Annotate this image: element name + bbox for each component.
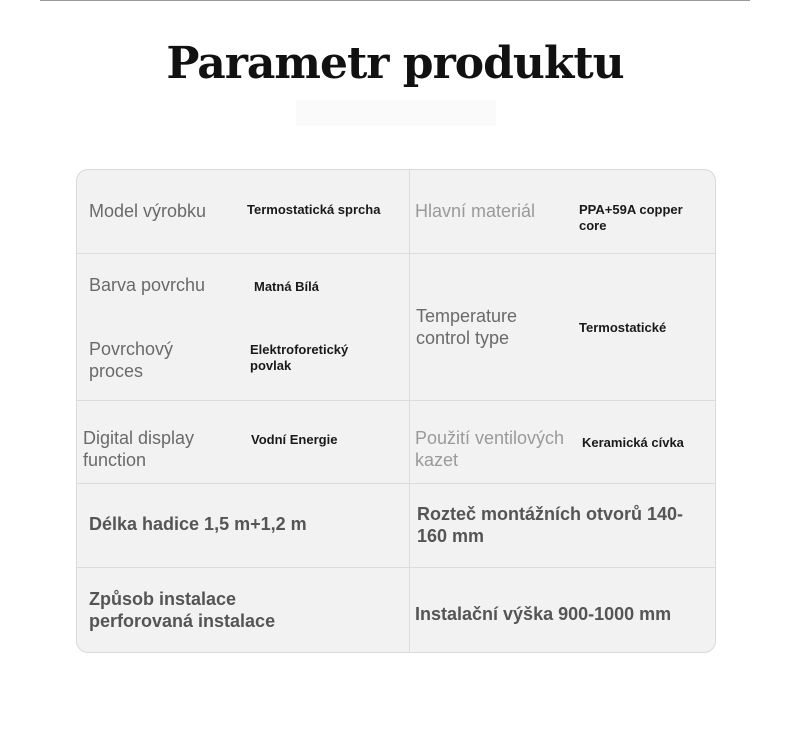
spec-value-surface-process: Elektroforetický povlak: [250, 342, 349, 373]
column-divider: [409, 170, 410, 652]
spec-value-valve-cartridge: Keramická cívka: [582, 435, 684, 450]
row-divider: [77, 253, 715, 254]
spec-label-surface-color: Barva povrchu: [89, 275, 206, 295]
spec-value-temperature-control: Termostatické: [579, 320, 667, 335]
spec-value-model: Termostatická sprcha: [247, 202, 381, 217]
spec-installation-method: Způsob instalace perforovaná instalace: [89, 589, 276, 631]
spec-label-surface-process: Povrchový proces: [89, 339, 174, 381]
row-divider: [77, 567, 715, 568]
spec-value-surface-color: Matná Bílá: [254, 279, 320, 294]
spec-table: [76, 169, 716, 653]
spec-hose-length: Délka hadice 1,5 m+1,2 m: [89, 514, 307, 534]
row-divider: [77, 483, 715, 484]
page-title: Parametr produktu: [166, 38, 624, 89]
spec-value-material: PPA+59A copper core: [579, 202, 683, 233]
spec-label-temperature-control: Temperature control type: [416, 306, 518, 348]
decorative-band: [296, 100, 496, 126]
top-divider: [40, 0, 750, 1]
row-divider: [77, 400, 715, 401]
spec-label-material: Hlavní materiál: [415, 201, 536, 221]
spec-label-display: Digital display function: [83, 428, 195, 470]
spec-label-valve-cartridge: Použití ventilových kazet: [415, 428, 565, 470]
spec-hole-spacing: Rozteč montážních otvorů 140-160 mm: [417, 504, 684, 546]
spec-label-model: Model výrobku: [89, 201, 207, 221]
spec-value-display: Vodní Energie: [251, 432, 338, 447]
spec-installation-height: Instalační výška 900-1000 mm: [415, 604, 672, 624]
